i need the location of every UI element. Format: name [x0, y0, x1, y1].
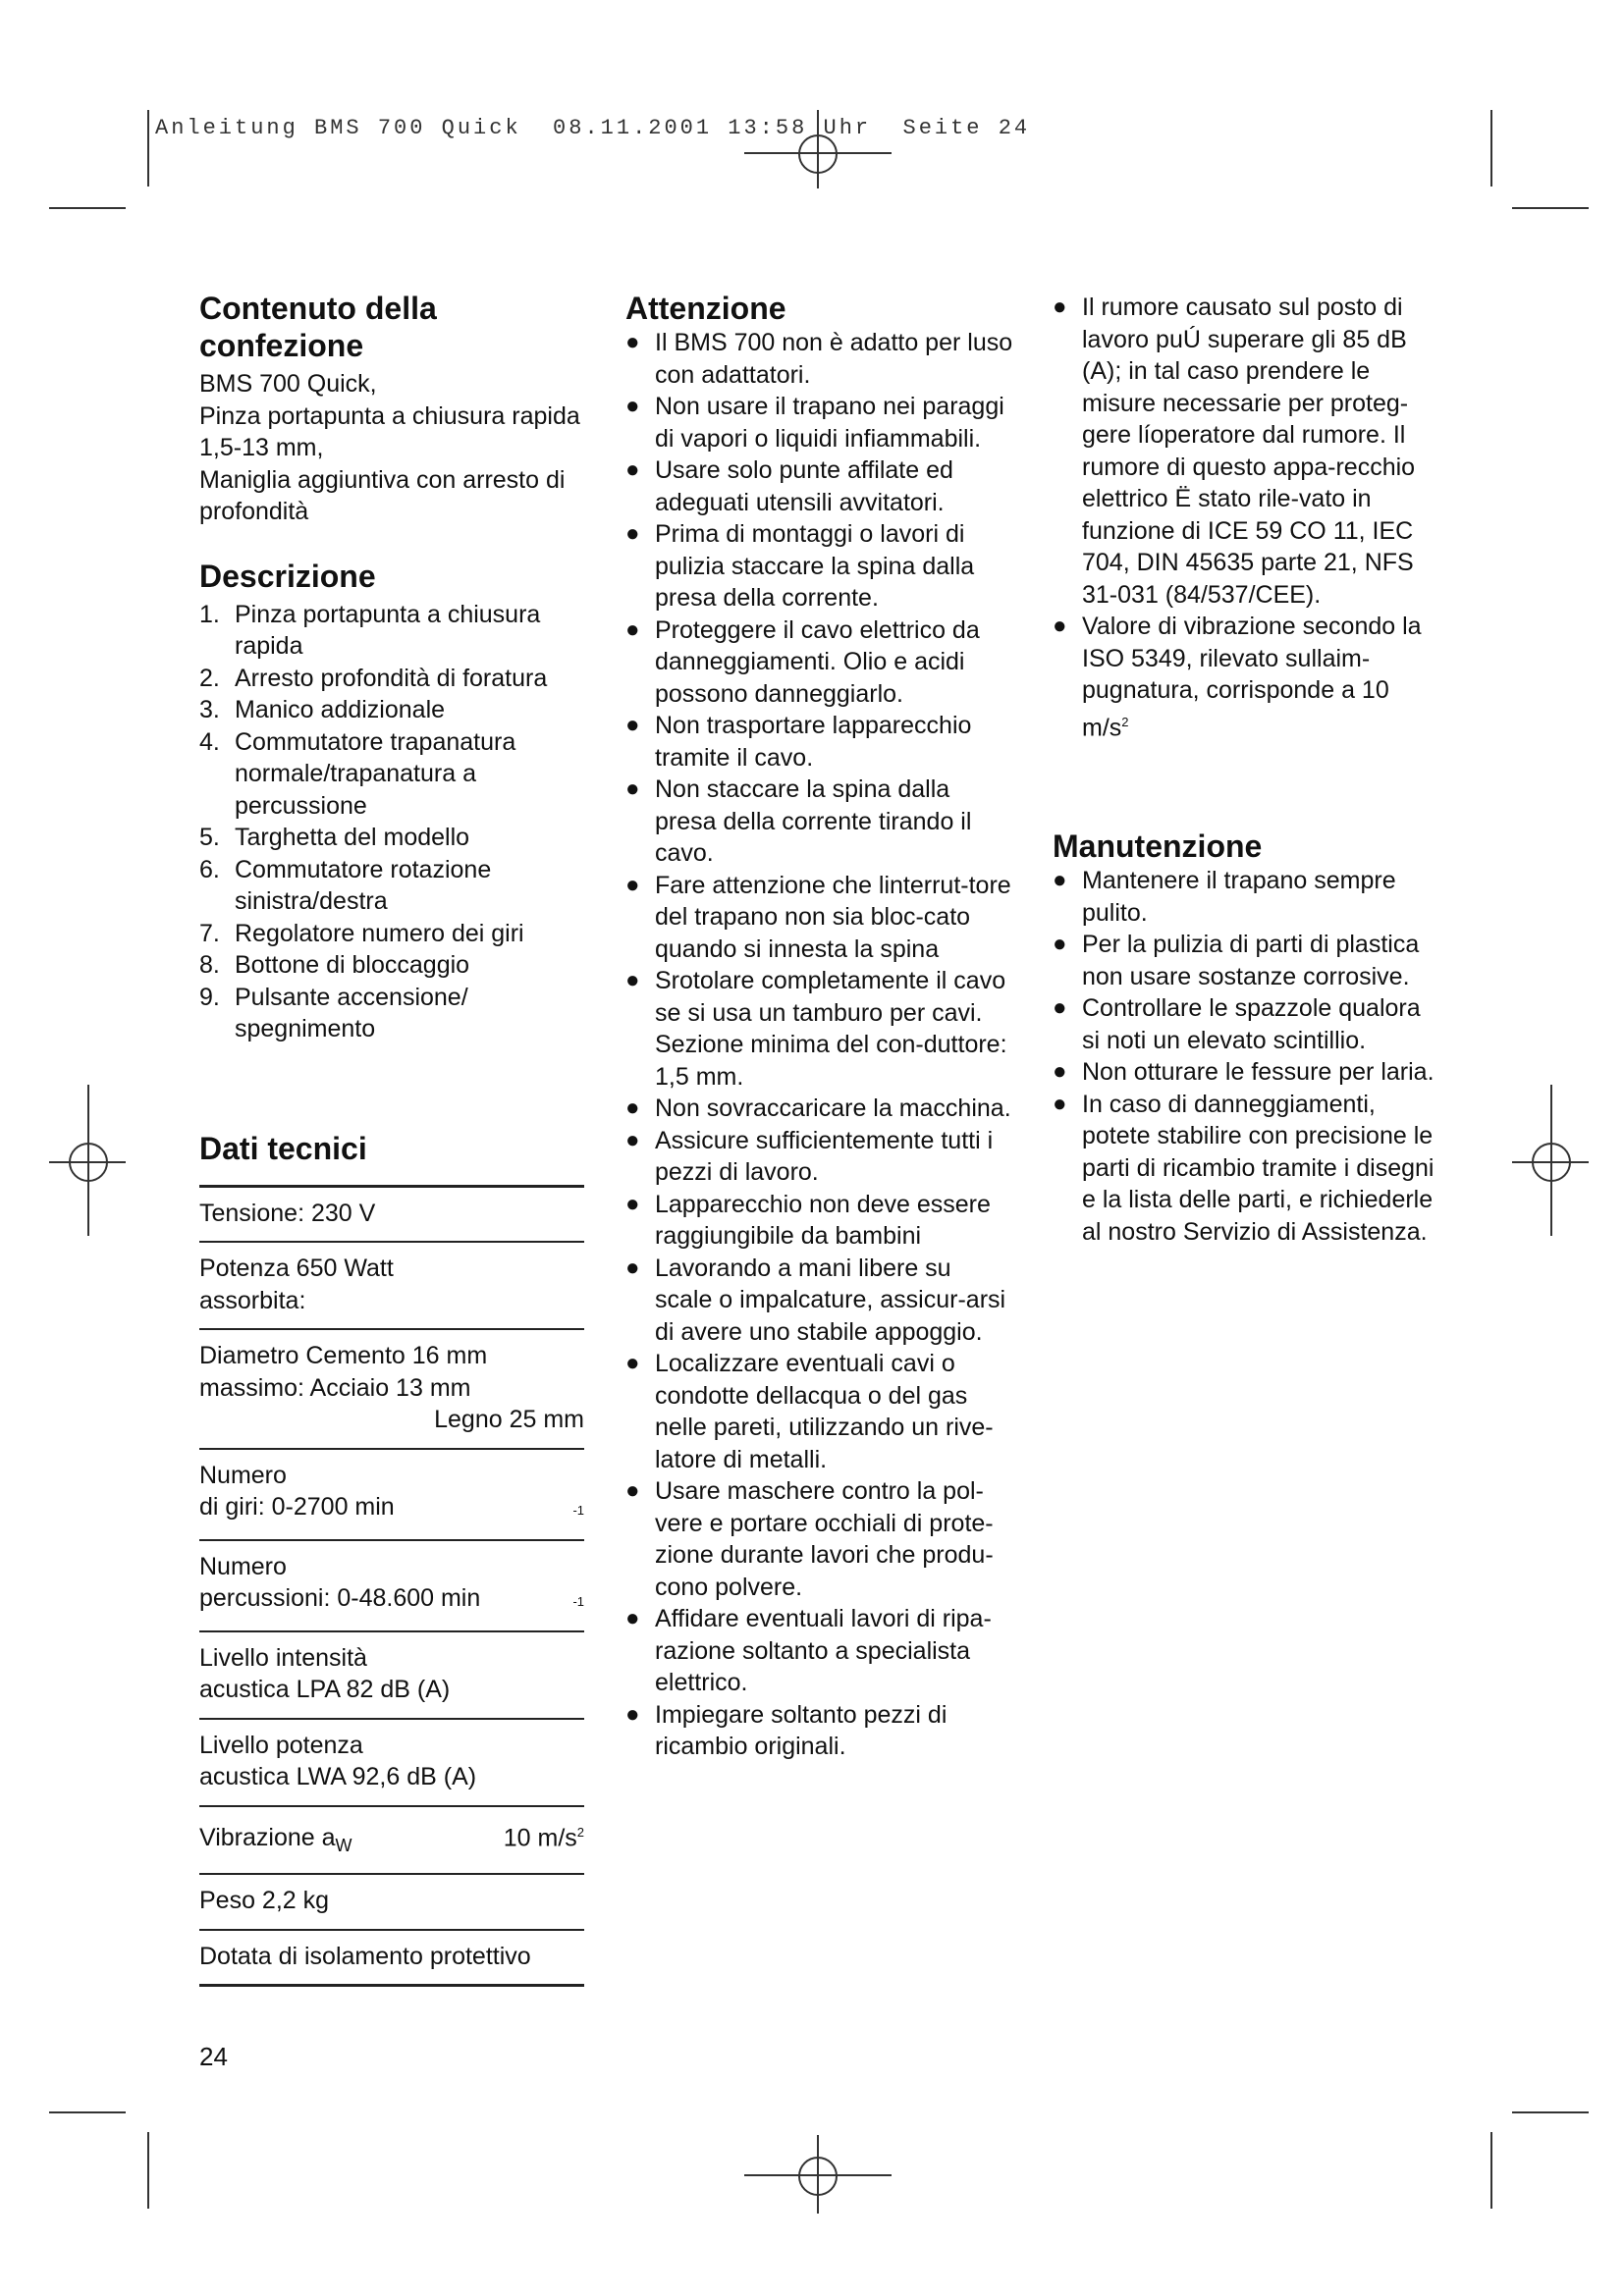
impact-value: percussioni: 0-48.600 min — [199, 1584, 481, 1612]
list-item — [199, 982, 584, 1045]
maintenance-list — [1053, 865, 1435, 1248]
diameter-line: massimo: Acciaio 13 mm — [199, 1373, 471, 1402]
unit-superscript: 2 — [1121, 714, 1129, 729]
lwa-line: Livello potenza — [199, 1731, 363, 1759]
lpa-line: acustica LPA 82 dB (A) — [199, 1676, 451, 1703]
diameter-line: Diametro Cemento 16 mm — [199, 1342, 488, 1369]
crop-mark — [1490, 110, 1492, 187]
lwa-line: acustica LWA 92,6 dB (A) — [199, 1763, 477, 1790]
list-item: ● Assicure sufficientemente tutti i pezzi di lavoro. — [625, 1126, 994, 1186]
table-row — [199, 1875, 584, 1931]
maintenance-heading: Manutenzione — [1053, 828, 1263, 865]
table-row — [199, 1807, 584, 1876]
list-item — [199, 694, 584, 726]
table-row — [199, 1931, 584, 1988]
list-item — [199, 918, 584, 950]
table-row — [199, 1330, 584, 1450]
list-item: ● Lapparecchio non deve essere raggiungibile da bambini — [625, 1190, 991, 1250]
column-right — [1053, 292, 1435, 1248]
lpa-line: Livello intensità — [199, 1643, 367, 1672]
item-text: Bottone di bloccaggio — [235, 951, 470, 979]
item-text: Commutatore trapanatura normale/trapanatura a percussione — [235, 727, 516, 820]
list-item: ● Mantenere il trapano sempre pulito. — [1053, 867, 1396, 927]
table-row — [199, 1632, 584, 1720]
power-line: assorbita: — [199, 1286, 306, 1314]
item-number: 1. — [199, 600, 220, 628]
contents-section — [199, 290, 584, 528]
insulation-value: Dotata di isolamento protettivo — [199, 1942, 531, 1970]
item-number: 9. — [199, 983, 220, 1011]
item-number: 3. — [199, 696, 220, 723]
list-item: ● In caso di danneggiamenti, potete stabilire con precisione le parti di ricambio tramite i disegni e la lista delle parti, e richiederle al nostro Servizio di Assistenza. — [1053, 1090, 1435, 1246]
table-row — [199, 1720, 584, 1807]
power-line: Potenza 650 Watt — [199, 1255, 394, 1282]
list-item: ● Per la pulizia di parti di plastica non usare sostanze corrosive. — [1053, 931, 1420, 990]
item-text: Targhetta del modello — [235, 824, 470, 851]
noise-text: Il rumore causato sul posto di lavoro puÚ superare gli 85 dB (A); in tal caso prendere le misure necessarie per proteg-gere líoperatore dal rumore. Il rumore di questo appa-recchio elettrico Ë stato rile-vato in funzione di ICE 59 CO 11, IEC 704, DIN 45635 parte 21, NFS 31-031 (84/537/CEE). — [1082, 294, 1416, 609]
table-row — [199, 1243, 584, 1330]
unit-superscript: -1 — [572, 1503, 584, 1518]
list-item: ● Impiegare soltanto pezzi di ricambio originali. — [625, 1700, 947, 1760]
crop-mark — [49, 2111, 126, 2113]
contents-line: BMS 700 Quick, — [199, 370, 377, 398]
description-list — [199, 599, 584, 1045]
item-number: 6. — [199, 855, 220, 883]
list-item: ● Non staccare la spina dalla presa della corrente tirando il cavo. — [625, 775, 972, 867]
crop-mark — [1512, 2111, 1589, 2113]
contents-line: Maniglia aggiuntiva con arresto di profondità — [199, 465, 566, 525]
list-item: ● Controllare le spazzole qualora si noti un elevato scintillio. — [1053, 994, 1421, 1054]
technical-table — [199, 1185, 584, 1988]
item-number: 2. — [199, 664, 220, 692]
list-item: ● Non otturare le fessure per laria. — [1053, 1058, 1435, 1087]
attention-list — [625, 327, 1013, 1763]
list-item — [199, 599, 584, 663]
technical-heading: Dati tecnici — [199, 1130, 367, 1166]
list-item: ● Il BMS 700 non è adatto per luso con adattatori. — [625, 329, 1013, 389]
list-item: ● Non trasportare lapparecchio tramite il cavo. — [625, 712, 972, 772]
vibration-value: 10 $m/s^2$ — [503, 1823, 584, 1851]
item-text: Pulsante accensione/ spegnimento — [235, 983, 468, 1042]
table-row — [199, 1541, 584, 1632]
speed-value-row — [199, 1491, 584, 1527]
list-item: ● Usare solo punte affilate ed adeguati utensili avvitatori. — [625, 456, 953, 516]
column-left — [199, 290, 584, 1987]
list-item: ● Localizzare eventuali cavi o condotte dellacqua o del gas nelle pareti, utilizzando un rive-latore di metalli. — [625, 1350, 994, 1473]
impact-line: Numero — [199, 1552, 287, 1580]
crop-mark — [147, 2132, 149, 2209]
contents-line: Pinza portapunta a chiusura rapida 1,5-13 mm, — [199, 401, 580, 461]
column-middle — [625, 290, 1013, 1763]
vibration-row — [199, 1817, 584, 1862]
list-item: ● Lavorando a mani libere su scale o impalcature, assicur-arsi di avere uno stabile appoggio. — [625, 1254, 1006, 1346]
item-text: Arresto profondità di foratura — [235, 664, 548, 692]
description-section — [199, 558, 584, 1045]
weight-value: Peso 2,2 kg — [199, 1887, 330, 1915]
item-number: 4. — [199, 727, 220, 756]
list-item: ● Non usare il trapano nei paraggi di vapori o liquidi infiammabili. — [625, 393, 1004, 453]
noise-list — [1053, 292, 1435, 743]
crop-mark — [147, 110, 149, 187]
item-number: 5. — [199, 824, 220, 851]
attention-heading: Attenzione — [625, 291, 786, 326]
crop-mark — [1490, 2132, 1492, 2209]
list-item: ● Non sovraccaricare la macchina. — [625, 1095, 1011, 1122]
list-item: ● Valore di vibrazione secondo la ISO 5349, rilevato sullaim-pugnatura, corrisponde a 10 $m/s^2$ — [1053, 613, 1422, 741]
item-text: Manico addizionale — [235, 696, 446, 723]
unit-superscript: -1 — [572, 1594, 584, 1609]
list-item — [199, 854, 584, 918]
list-item: ● Affidare eventuali lavori di ripa-razione soltanto a specialista elettrico. — [625, 1605, 992, 1696]
page-number: 24 — [199, 2042, 228, 2071]
crop-mark — [49, 207, 126, 209]
technical-section — [199, 1130, 584, 1988]
diameter-line: Legno 25 mm — [434, 1406, 584, 1433]
item-text: Commutatore rotazione sinistra/destra — [235, 855, 492, 915]
print-slug: Anleitung BMS 700 Quick 08.11.2001 13:58 Uhr Seite 24 — [155, 116, 1031, 140]
vibration-label: Vibrazione $a_W$ — [199, 1823, 352, 1855]
list-item — [199, 726, 584, 823]
list-item — [199, 663, 584, 695]
list-item: ● Proteggere il cavo elettrico da danneggiamenti. Olio e acidi possono danneggiarlo. — [625, 615, 980, 708]
list-item — [199, 949, 584, 982]
item-text: Pinza portapunta a chiusura rapida — [235, 600, 541, 660]
table-row — [199, 1188, 584, 1244]
table-row — [199, 1450, 584, 1541]
list-item: ● Usare maschere contro la pol-vere e portare occhiali di prote-zione durante lavori che produ-cono polvere. — [625, 1477, 994, 1601]
contents-heading: Contenuto della confezione — [199, 291, 437, 363]
vibration-text: Valore di vibrazione secondo la ISO 5349, rilevato sullaim-pugnatura, corrisponde a 10 m/s — [1082, 613, 1422, 741]
item-text: Regolatore numero dei giri — [235, 919, 524, 947]
list-item: ● Fare attenzione che linterrut-tore del trapano non sia bloc-cato quando si innesta la spina — [625, 871, 1011, 963]
list-item: ● Prima di montaggi o lavori di pulizia staccare la spina dalla presa della corrente. — [625, 520, 975, 612]
list-item — [199, 822, 584, 854]
item-number: 7. — [199, 919, 220, 947]
list-item: ● Il rumore causato sul posto di lavoro puÚ superare gli 85 dB (A); in tal caso prendere le misure necessarie per proteg-gere líoperatore dal rumore. Il rumore di questo appa-recchio elettrico Ë stato rile-vato in funzione di ICE 59 CO 11, IEC 704, DIN 45635 parte 21, NFS 31-031 (84/537/CEE). — [1053, 294, 1416, 609]
speed-value: di giri: 0-2700 min — [199, 1493, 395, 1521]
maintenance-section — [1053, 828, 1435, 1248]
item-number: 8. — [199, 951, 220, 979]
speed-line: Numero — [199, 1461, 287, 1489]
tension-value: Tensione: 230 V — [199, 1199, 376, 1227]
impact-value-row — [199, 1582, 584, 1619]
list-item: ● Srotolare completamente il cavo se si usa un tamburo per cavi. Sezione minima del con-duttore: 1,5 mm. — [625, 967, 1007, 1091]
crop-mark — [1512, 207, 1589, 209]
description-heading: Descrizione — [199, 558, 376, 594]
